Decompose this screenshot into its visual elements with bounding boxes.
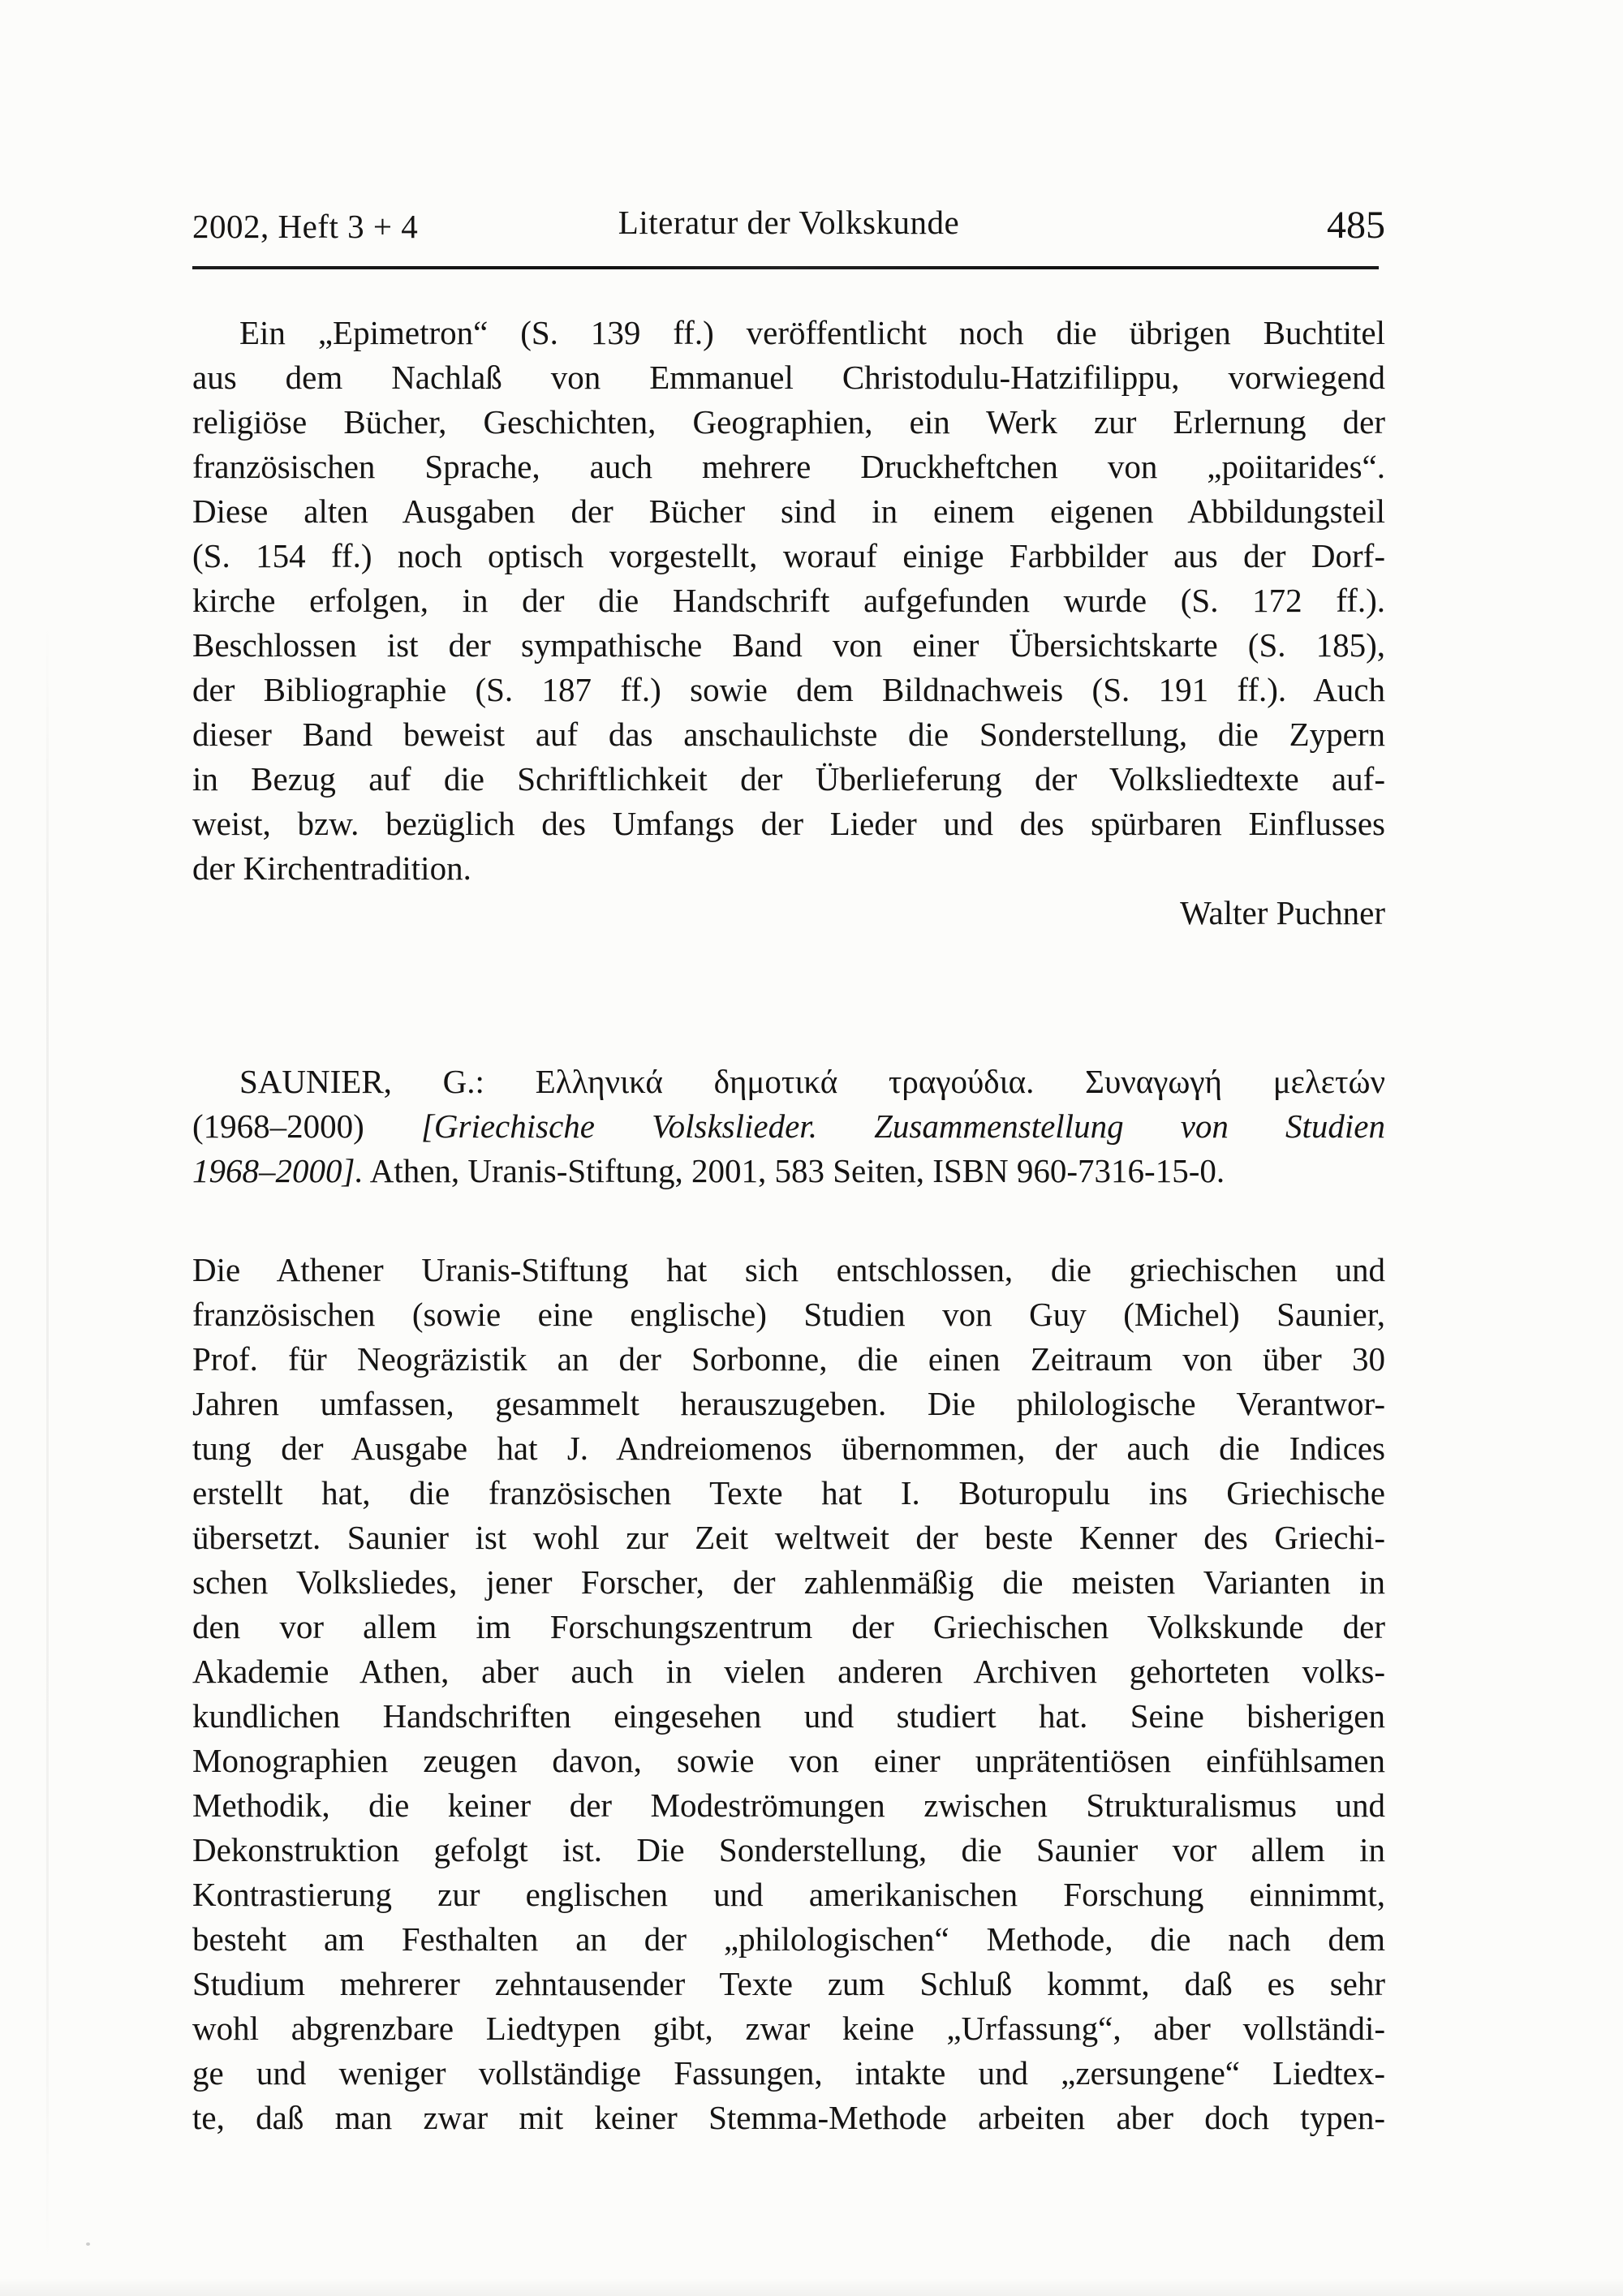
text-line: ge und weniger vollständige Fassungen, intakte und „zersungene“ Liedtex- bbox=[192, 2054, 1385, 2092]
text-segment: (1968–2000) bbox=[192, 1107, 421, 1145]
scan-speck bbox=[86, 2242, 90, 2246]
text-line: der Bibliographie (S. 187 ff.) sowie dem Bildnachweis (S. 191 ff.). Auch bbox=[192, 671, 1385, 708]
text-line: Jahren umfassen, gesammelt herauszugeben. Die philologische Verantwor- bbox=[192, 1385, 1385, 1422]
text-line: aus dem Nachlaß von Emmanuel Christodulu-Hatzifilippu, vorwiegend bbox=[192, 359, 1385, 396]
text-line: Die Athener Uranis-Stiftung hat sich entschlossen, die griechischen und bbox=[192, 1251, 1385, 1288]
scan-shadow-left bbox=[46, 617, 49, 2272]
text-line: Dekonstruktion gefolgt ist. Die Sonderstellung, die Saunier vor allem in bbox=[192, 1831, 1385, 1868]
text-line: Akademie Athen, aber auch in vielen anderen Archiven gehorteten volks- bbox=[192, 1653, 1385, 1690]
text-line: französischen (sowie eine englische) Studien von Guy (Michel) Saunier, bbox=[192, 1296, 1385, 1333]
text-line: Ein „Epimetron“ (S. 139 ff.) veröffentlicht noch die übrigen Buchtitel bbox=[239, 314, 1385, 351]
italic-text-segment: 1968–2000]. bbox=[192, 1152, 364, 1189]
text-line: Prof. für Neogräzistik an der Sorbonne, die einen Zeitraum von über 30 bbox=[192, 1340, 1385, 1378]
review-body-paragraph bbox=[192, 1248, 1385, 2140]
text-line: (S. 154 ff.) noch optisch vorgestellt, worauf einige Farbbilder aus der Dorf- bbox=[192, 537, 1385, 574]
text-line: Diese alten Ausgaben der Bücher sind in einem eigenen Abbildungsteil bbox=[192, 492, 1385, 530]
text-line: wohl abgrenzbare Liedtypen gibt, zwar keine „Urfassung“, aber vollständi- bbox=[192, 2010, 1385, 2047]
text-line: in Bezug auf die Schriftlichkeit der Überlieferung der Volksliedtexte auf- bbox=[192, 760, 1385, 798]
text-line: te, daß man zwar mit keiner Stemma-Methode arbeiten aber doch typen- bbox=[192, 2099, 1385, 2136]
text-line bbox=[192, 1149, 1385, 1193]
journal-title: Literatur der Volkskunde bbox=[618, 204, 960, 241]
scan-shadow-bottom bbox=[0, 2278, 1623, 2296]
text-line: kirche erfolgen, in der die Handschrift aufgefunden wurde (S. 172 ff.). bbox=[192, 582, 1385, 619]
text-line: übersetzt. Saunier ist wohl zur Zeit weltweit der beste Kenner des Griechi- bbox=[192, 1519, 1385, 1556]
header-rule bbox=[192, 266, 1379, 269]
text-line: weist, bzw. bezüglich des Umfangs der Lieder und des spürbaren Einflusses bbox=[192, 805, 1385, 842]
text-line bbox=[192, 1104, 1385, 1149]
text-line: Kontrastierung zur englischen und amerikanischen Forschung einnimmt, bbox=[192, 1876, 1385, 1913]
text-line: französischen Sprache, auch mehrere Druckheftchen von „poiitarides“. bbox=[192, 448, 1385, 485]
text-line: religiöse Bücher, Geschichten, Geographien, ein Werk zur Erlernung der bbox=[192, 403, 1385, 441]
reviewer-signature: Walter Puchner bbox=[1180, 894, 1385, 931]
text-line: schen Volksliedes, jener Forscher, der zahlenmäßig die meisten Varianten in bbox=[192, 1563, 1385, 1601]
text-line: Monographien zeugen davon, sowie von einer unprätentiösen einfühlsamen bbox=[192, 1742, 1385, 1779]
text-line: besteht am Festhalten an der „philologischen“ Methode, die nach dem bbox=[192, 1920, 1385, 1958]
review-end-paragraph bbox=[192, 311, 1385, 891]
text-line: tung der Ausgabe hat J. Andreiomenos übernommen, der auch die Indices bbox=[192, 1430, 1385, 1467]
text-line: kundlichen Handschriften eingesehen und studiert hat. Seine bisherigen bbox=[192, 1697, 1385, 1735]
bibliographic-entry bbox=[192, 1060, 1385, 1193]
text-line bbox=[192, 1060, 1385, 1104]
italic-text-segment: [Griechische Volskslieder. Zusammenstellung von Studien bbox=[420, 1107, 1385, 1145]
running-header bbox=[192, 203, 1385, 247]
text-line: der Kirchentradition. bbox=[192, 849, 471, 887]
text-line: Methodik, die keiner der Modeströmungen zwischen Strukturalismus und bbox=[192, 1786, 1385, 1824]
text-line: den vor allem im Forschungszentrum der Griechischen Volkskunde der bbox=[192, 1608, 1385, 1645]
text-segment: SAUNIER, G.: Ελληνικά δημοτικά τραγούδια. Συναγωγή μελετών bbox=[239, 1063, 1385, 1100]
text-line: Beschlossen ist der sympathische Band von einer Übersichtskarte (S. 185), bbox=[192, 626, 1385, 664]
text-line: erstellt hat, die französischen Texte hat I. Boturopulu ins Griechische bbox=[192, 1474, 1385, 1511]
text-line: Studium mehrerer zehntausender Texte zum Schluß kommt, daß es sehr bbox=[192, 1965, 1385, 2002]
page-number: 485 bbox=[1327, 204, 1385, 247]
text-line: dieser Band beweist auf das anschaulichste die Sonderstellung, die Zypern bbox=[192, 716, 1385, 753]
text-segment: Athen, Uranis-Stiftung, 2001, 583 Seiten, ISBN 960-7316-15-0. bbox=[363, 1152, 1225, 1189]
issue-label: 2002, Heft 3 + 4 bbox=[192, 208, 419, 245]
